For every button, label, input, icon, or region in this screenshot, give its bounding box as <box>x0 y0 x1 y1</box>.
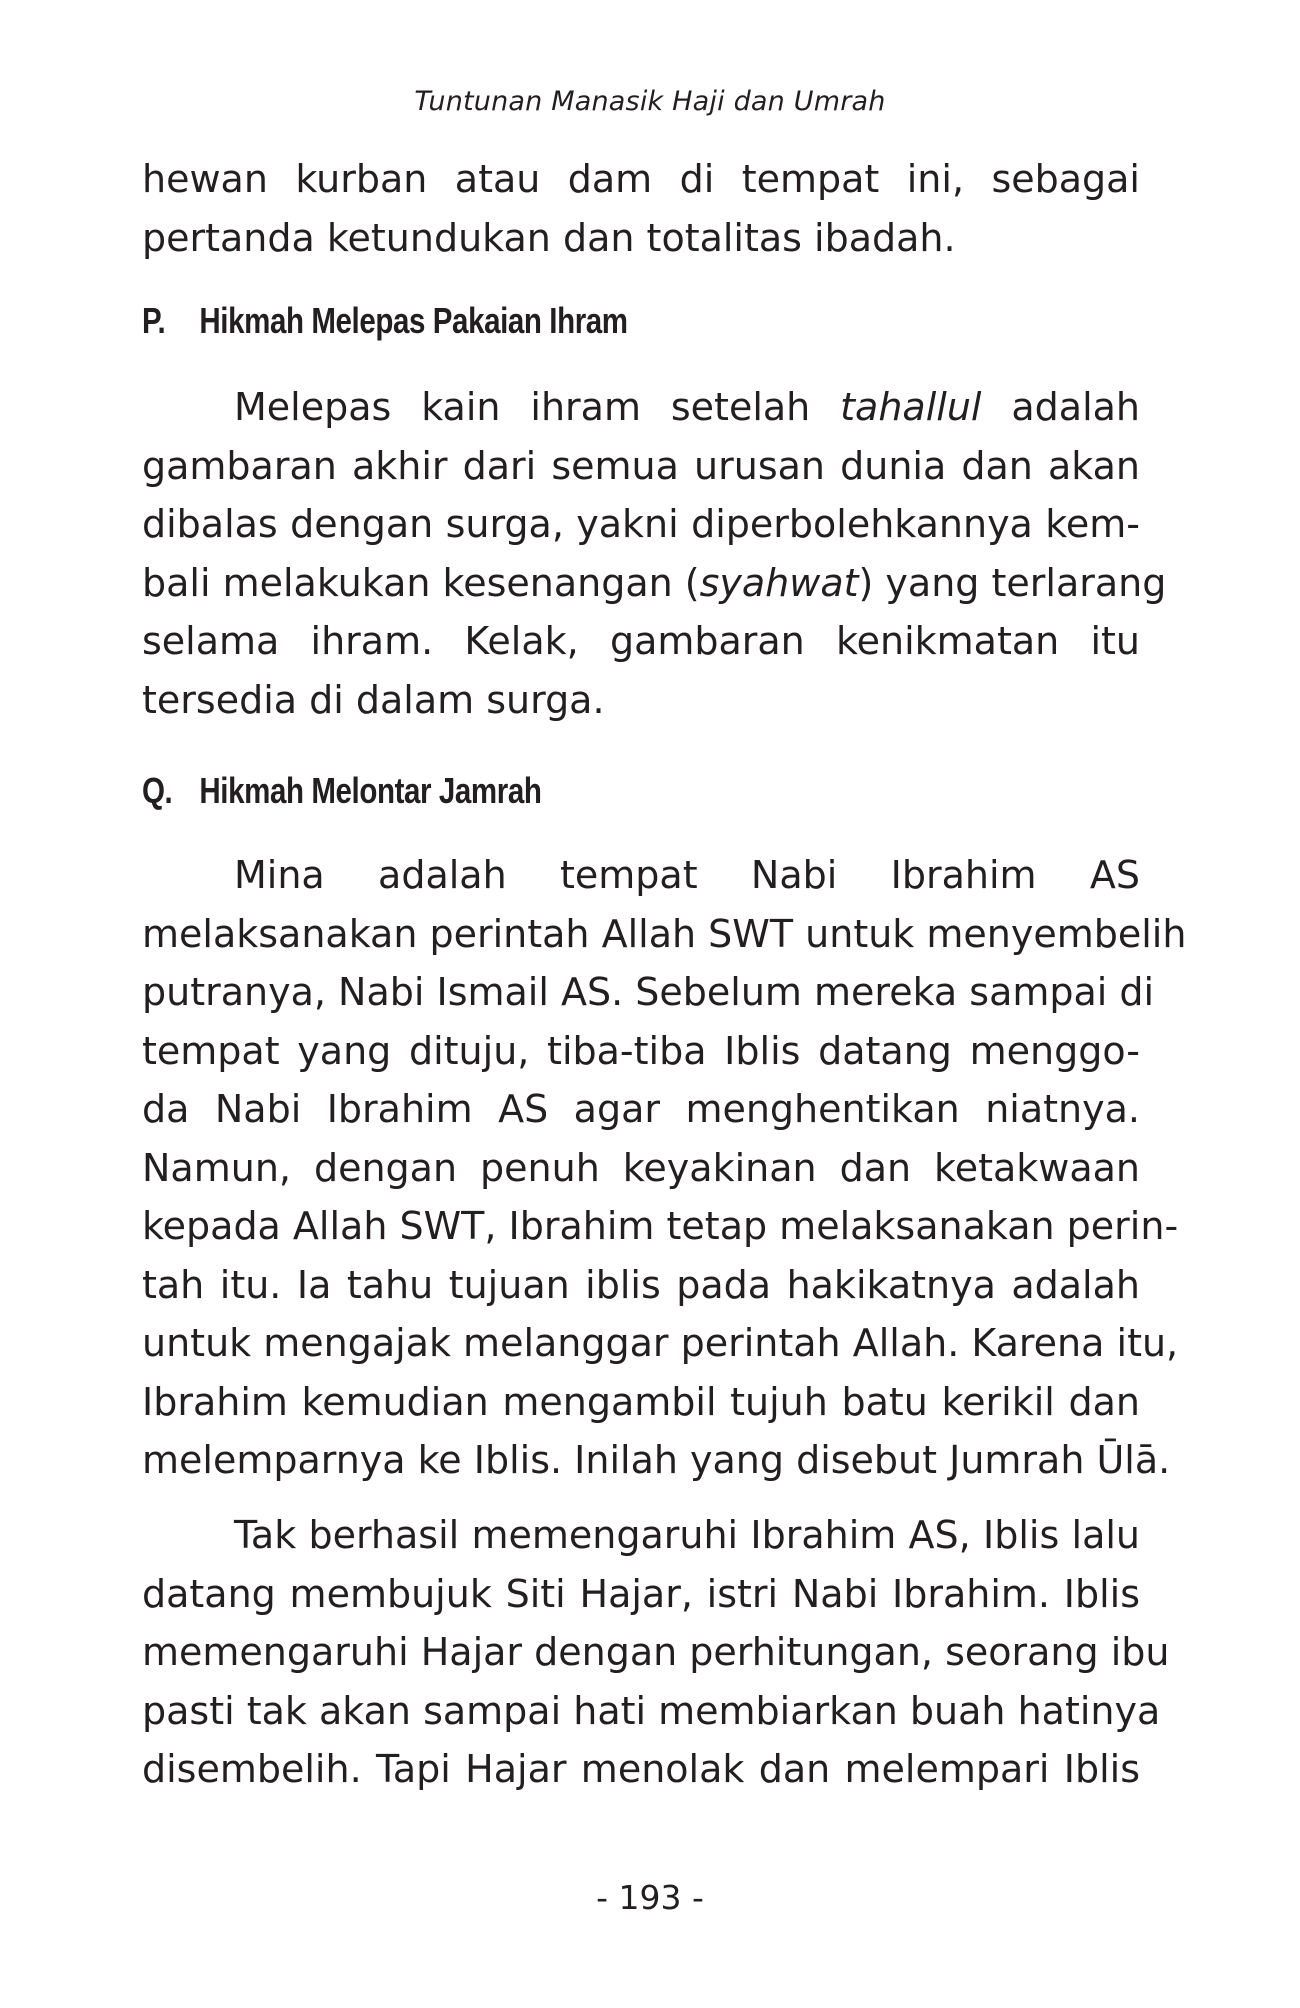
section-q-paragraph-2 <box>142 1506 1170 1799</box>
text-line: kepada Allah SWT, Ibrahim tetap melaksanakan perin- <box>142 1204 1179 1248</box>
text-line: Ibrahim kemudian mengambil tujuh batu kerikil dan <box>142 1379 1140 1424</box>
section-q-paragraph-1 <box>142 846 1187 1490</box>
text-line: memengaruhi Hajar dengan perhitungan, seorang ibu <box>142 1630 1170 1674</box>
section-label: Q. <box>142 770 173 811</box>
text-line: Namun, dengan penuh keyakinan dan ketakwaan <box>142 1145 1140 1190</box>
text-run: bali melakukan kesenangan ( <box>142 560 700 605</box>
section-p-paragraph <box>142 378 1167 729</box>
text-line: Tak berhasil memengaruhi Ibrahim AS, Iblis lalu <box>234 1513 1140 1557</box>
text-line <box>142 378 1140 437</box>
section-title: Hikmah Melontar Jamrah <box>199 770 542 811</box>
text-line: melaksanakan perintah Allah SWT untuk menyembelih <box>142 911 1187 956</box>
page-number: - 193 - <box>596 1878 704 1917</box>
text-line: Mina adalah tempat Nabi Ibrahim AS <box>234 853 1140 897</box>
text-run: adalah <box>981 385 1140 429</box>
text-line <box>142 554 1167 613</box>
intro-paragraph <box>142 150 1140 267</box>
italic-term: tahallul <box>840 385 982 429</box>
text-line: da Nabi Ibrahim AS agar menghentikan niatnya. <box>142 1087 1140 1131</box>
text-line: tersedia di dalam surga. <box>142 677 605 722</box>
text-line: hewan kurban atau dam di tempat ini, sebagai <box>142 157 1140 201</box>
text-line: datang membujuk Siti Hajar, istri Nabi Ibrahim. Iblis <box>142 1571 1140 1616</box>
running-header: Tuntunan Manasik Haji dan Umrah <box>414 86 886 117</box>
section-label: P. <box>142 300 166 341</box>
text-line: gambaran akhir dari semua urusan dunia dan akan <box>142 443 1140 488</box>
text-line: tempat yang dituju, tiba-tiba Iblis datang menggo- <box>142 1028 1140 1073</box>
text-line: tah itu. Ia tahu tujuan iblis pada hakikatnya adalah <box>142 1262 1140 1307</box>
italic-term: syahwat <box>699 560 859 605</box>
text-run: ) yang terlarang <box>858 560 1167 605</box>
text-line: dibalas dengan surga, yakni diperbolehkannya kem- <box>142 502 1140 546</box>
text-line: untuk mengajak melanggar perintah Allah. Karena itu, <box>142 1321 1179 1365</box>
section-heading-q <box>142 770 541 812</box>
text-line: putranya, Nabi Ismail AS. Sebelum mereka sampai di <box>142 970 1155 1014</box>
text-line: selama ihram. Kelak, gambaran kenikmatan itu <box>142 619 1140 663</box>
text-line: pasti tak akan sampai hati membiarkan buah hatinya <box>142 1688 1161 1733</box>
text-line: disembelih. Tapi Hajar menolak dan melempari Iblis <box>142 1747 1140 1791</box>
section-heading-p <box>142 300 628 342</box>
text-run: Melepas kain ihram setelah <box>234 385 841 429</box>
text-line: melemparnya ke Iblis. Inilah yang disebut Jumrah Ūlā. <box>142 1438 1171 1482</box>
text-line: pertanda ketundukan dan totalitas ibadah. <box>142 215 956 260</box>
section-title: Hikmah Melepas Pakaian Ihram <box>199 300 628 341</box>
